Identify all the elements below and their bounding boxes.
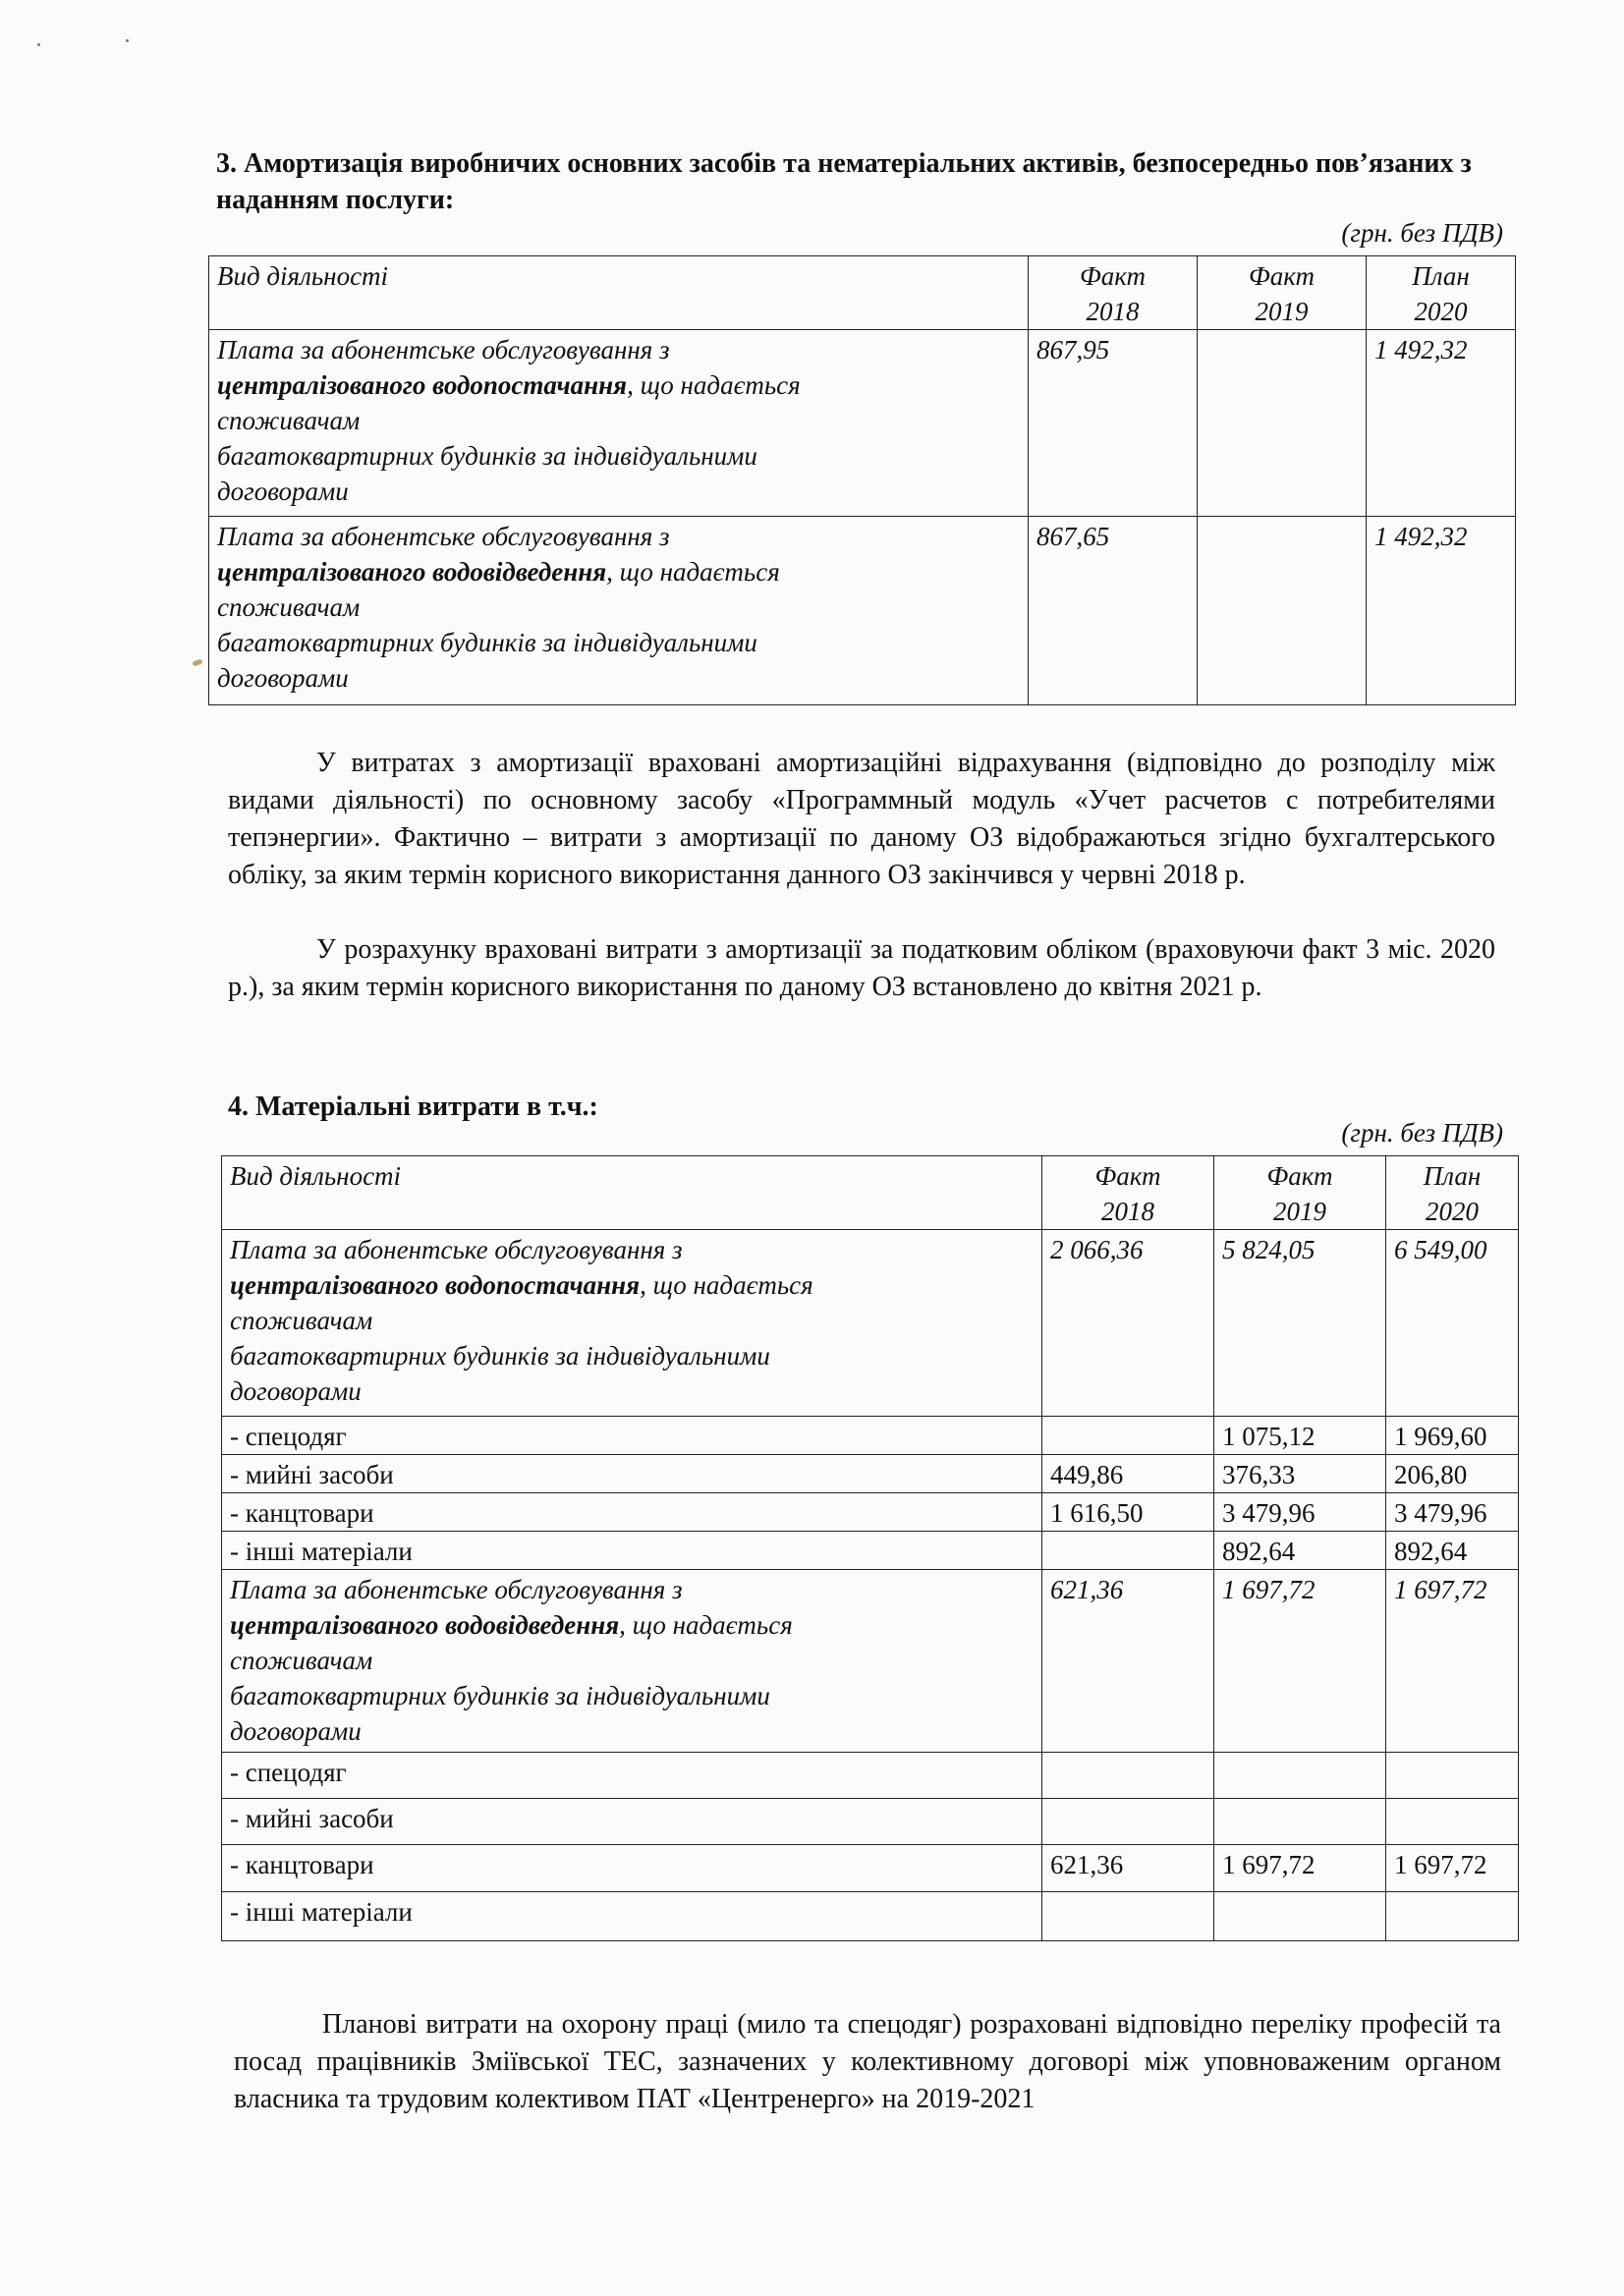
- table-row: [222, 1230, 1519, 1417]
- cell-2019: [1214, 1799, 1386, 1845]
- section3-unit: (грн. без ПДВ): [1341, 218, 1503, 248]
- table-row: [222, 1892, 1519, 1941]
- row-description: Плата за абонентське обслуговування з централізованого водопостачання, що надається споживачам багатоквартирних будинків за індивідуальними договорами: [209, 330, 1029, 517]
- cell-2020: [1386, 1753, 1519, 1799]
- table-row: [222, 1753, 1519, 1799]
- table-row: [222, 1532, 1519, 1570]
- cell-2019: 1 697,72: [1214, 1570, 1386, 1753]
- cell-2019: 3 479,96: [1214, 1493, 1386, 1532]
- item-label: - інші матеріали: [222, 1532, 1042, 1570]
- section3-title: 3. Амортизація виробничих основних засобів та нематеріальних активів, безпосередньо пов’язаних з наданням послуги:: [216, 148, 1472, 215]
- cell-2018: [1042, 1532, 1214, 1570]
- item-label: - мийні засоби: [222, 1455, 1042, 1493]
- cell-2020: 892,64: [1386, 1532, 1519, 1570]
- cell-2020: 1 697,72: [1386, 1845, 1519, 1892]
- table-row: [209, 517, 1516, 705]
- cell-2020: 206,80: [1386, 1455, 1519, 1493]
- table-row: [222, 1417, 1519, 1455]
- table-header-row: [209, 256, 1516, 330]
- cell-2019: 5 824,05: [1214, 1230, 1386, 1417]
- item-label: - інші матеріали: [222, 1892, 1042, 1941]
- cell-2019: [1214, 1753, 1386, 1799]
- section3-paragraph-2: У розрахунку враховані витрати з амортизації за податковим обліком (враховуючи факт 3 міс. 2020 р.), за яким термін корисного використання по даному ОЗ встановлено до квітня 2021 р.: [228, 934, 1495, 1002]
- cell-2019: [1198, 330, 1367, 517]
- item-label: - спецодяг: [222, 1417, 1042, 1455]
- table-row: [222, 1845, 1519, 1892]
- cell-2020: [1386, 1892, 1519, 1941]
- item-label: - канцтовари: [222, 1845, 1042, 1892]
- section4-unit: (грн. без ПДВ): [1341, 1118, 1503, 1148]
- cell-2019: 892,64: [1214, 1532, 1386, 1570]
- cell-2019: [1214, 1892, 1386, 1941]
- cell-2020: 1 492,32: [1367, 330, 1516, 517]
- cell-2018: 2 066,36: [1042, 1230, 1214, 1417]
- cell-2018: [1042, 1753, 1214, 1799]
- row-description: Плата за абонентське обслуговування з централізованого водопостачання, що надається споживачам багатоквартирних будинків за індивідуальними договорами: [222, 1230, 1042, 1417]
- cell-2019: 1 075,12: [1214, 1417, 1386, 1455]
- cell-2018: 1 616,50: [1042, 1493, 1214, 1532]
- cell-2019: 376,33: [1214, 1455, 1386, 1493]
- item-label: - спецодяг: [222, 1753, 1042, 1799]
- cell-2018: 449,86: [1042, 1455, 1214, 1493]
- header-plan-2020: План 2020: [1386, 1156, 1519, 1230]
- cell-2020: 3 479,96: [1386, 1493, 1519, 1532]
- header-fact-2018: Факт 2018: [1029, 256, 1198, 330]
- cell-2018: 867,95: [1029, 330, 1198, 517]
- cell-2018: 621,36: [1042, 1845, 1214, 1892]
- table-row: [222, 1570, 1519, 1753]
- cell-2020: [1386, 1799, 1519, 1845]
- section4-title: 4. Матеріальні витрати в т.ч.:: [228, 1092, 598, 1122]
- cell-2018: [1042, 1417, 1214, 1455]
- item-label: - мийні засоби: [222, 1799, 1042, 1845]
- scan-speck: [37, 43, 40, 46]
- header-plan-2020: План 2020: [1367, 256, 1516, 330]
- cell-2019: 1 697,72: [1214, 1845, 1386, 1892]
- section3-table: [208, 255, 1516, 705]
- cell-2020: 1 697,72: [1386, 1570, 1519, 1753]
- cell-2018: 867,65: [1029, 517, 1198, 705]
- cell-2019: [1198, 517, 1367, 705]
- section4-paragraph: Планові витрати на охорону праці (мило та спецодяг) розраховані відповідно переліку професій та посад працівників Зміївської ТЕС, зазначених у колективному договорі між уповноваженим органом власника та трудовим колективом ПАТ «Центренерго» на 2019-2021: [234, 2009, 1501, 2114]
- cell-2018: [1042, 1892, 1214, 1941]
- cell-2018: [1042, 1799, 1214, 1845]
- section4-table: [221, 1155, 1519, 1941]
- header-fact-2018: Факт 2018: [1042, 1156, 1214, 1230]
- row-description: Плата за абонентське обслуговування з централізованого водовідведення, що надається споживачам багатоквартирних будинків за індивідуальними договорами: [209, 517, 1029, 705]
- table-header-row: [222, 1156, 1519, 1230]
- scan-mark: [192, 658, 202, 666]
- table-row: [209, 330, 1516, 517]
- cell-2020: 6 549,00: [1386, 1230, 1519, 1417]
- row-description: Плата за абонентське обслуговування з централізованого водовідведення, що надається споживачам багатоквартирних будинків за індивідуальними договорами: [222, 1570, 1042, 1753]
- header-fact-2019: Факт 2019: [1214, 1156, 1386, 1230]
- scan-speck: [126, 39, 129, 42]
- section3-paragraph-1: У витратах з амортизації враховані амортизаційні відрахування (відповідно до розподілу між видами діяльності) по основному засобу «Программный модуль «Учет расчетов с потребителями тепэнергии». Фактично – витрати з амортизації по даному ОЗ відображаються згідно бухгалтерського обліку, за яким термін корисного використання данного ОЗ закінчився у червні 2018 р.: [228, 748, 1495, 890]
- table-row: [222, 1799, 1519, 1845]
- header-activity: Вид діяльності: [209, 256, 1029, 330]
- item-label: - канцтовари: [222, 1493, 1042, 1532]
- header-fact-2019: Факт 2019: [1198, 256, 1367, 330]
- table-row: [222, 1493, 1519, 1532]
- cell-2020: 1 492,32: [1367, 517, 1516, 705]
- cell-2018: 621,36: [1042, 1570, 1214, 1753]
- header-activity: Вид діяльності: [222, 1156, 1042, 1230]
- cell-2020: 1 969,60: [1386, 1417, 1519, 1455]
- table-row: [222, 1455, 1519, 1493]
